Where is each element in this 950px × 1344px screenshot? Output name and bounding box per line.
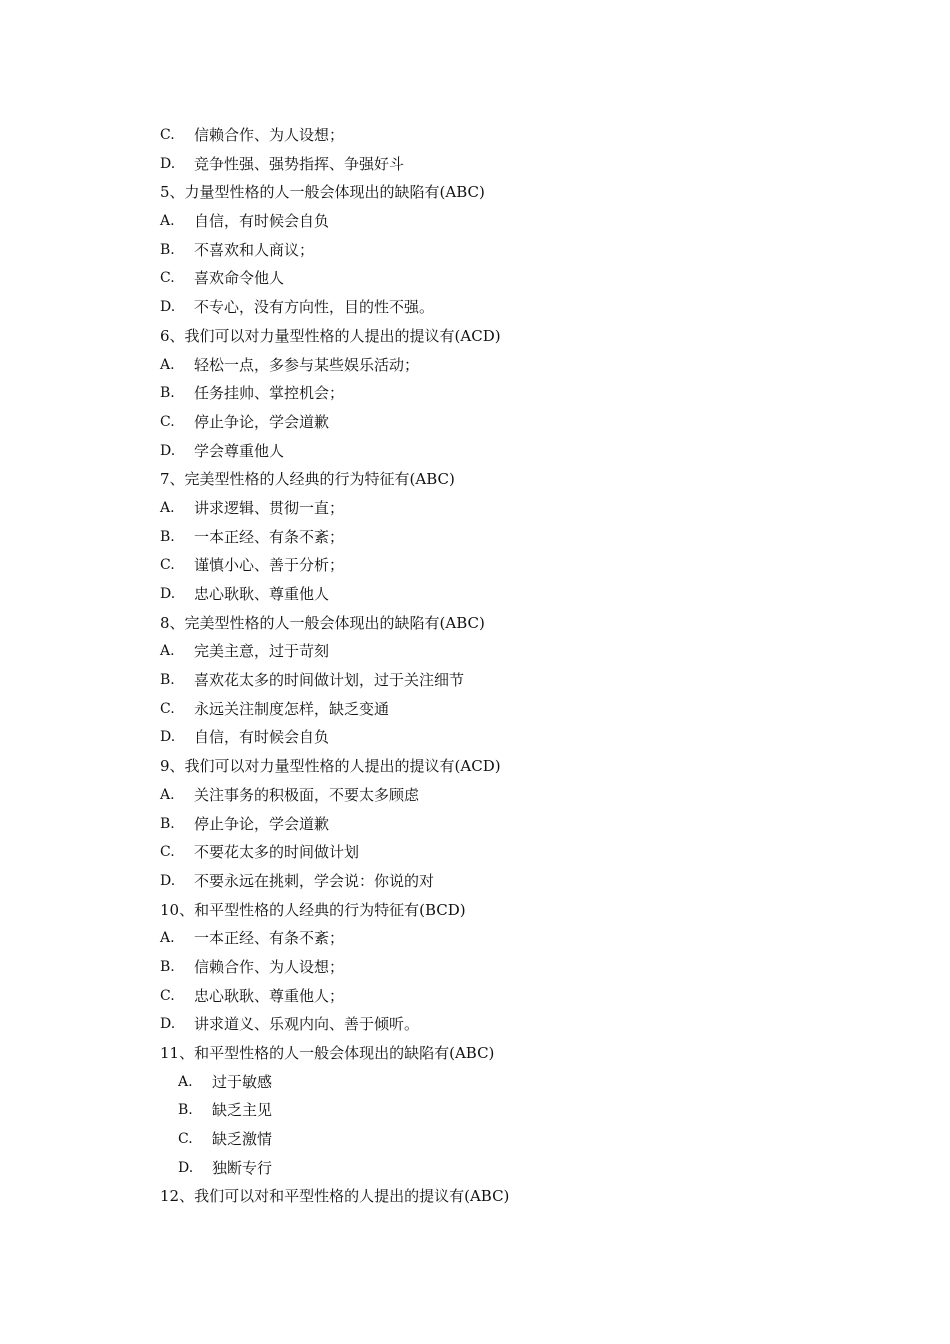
question-heading — [160, 609, 880, 638]
answer-option — [160, 781, 880, 810]
option-text: 停止争论，学会道歉 — [194, 814, 330, 833]
question-heading — [160, 322, 880, 351]
answer-option — [160, 264, 880, 293]
option-text: 不要花太多的时间做计划 — [194, 843, 360, 862]
answer-option — [160, 810, 880, 839]
answer-option — [160, 924, 880, 953]
option-text: 停止争论，学会道歉 — [194, 412, 330, 431]
option-text: 关注事务的积极面，不要太多顾虑 — [194, 785, 420, 804]
question-text: 6、我们可以对力量型性格的人提出的提议有(ACD) — [160, 326, 501, 345]
option-letter: C. — [178, 1131, 193, 1148]
option-letter: A. — [178, 1073, 193, 1090]
option-letter: C. — [160, 127, 175, 143]
option-text: 一本正经、有条不紊； — [194, 929, 345, 948]
option-letter: B. — [160, 241, 175, 258]
option-letter: C. — [160, 844, 175, 861]
option-letter: D. — [160, 155, 176, 172]
option-text: 缺乏激情 — [212, 1130, 273, 1149]
answer-option — [160, 523, 880, 552]
option-text: 不要永远在挑刺，学会说：你说的对 — [194, 871, 435, 890]
option-text: 自信，有时候会自负 — [194, 728, 330, 747]
option-text: 独断专行 — [212, 1158, 273, 1177]
question-heading — [160, 178, 880, 207]
option-text: 竞争性强、强势指挥、争强好斗 — [194, 154, 405, 173]
question-text: 8、完美型性格的人一般会体现出的缺陷有(ABC) — [160, 613, 485, 632]
answer-option — [160, 437, 880, 466]
option-letter: A. — [160, 499, 175, 516]
answer-option — [160, 838, 880, 867]
option-letter: A. — [160, 930, 175, 947]
answer-option — [160, 236, 880, 265]
question-text: 5、力量型性格的人一般会体现出的缺陷有(ABC) — [160, 183, 485, 202]
option-letter: D. — [160, 442, 176, 459]
option-letter: C. — [160, 557, 175, 574]
answer-option — [160, 666, 880, 695]
answer-option — [160, 150, 880, 179]
answer-option — [160, 551, 880, 580]
question-text: 9、我们可以对力量型性格的人提出的提议有(ACD) — [160, 757, 501, 776]
option-text: 喜欢花太多的时间做计划，过于关注细节 — [194, 671, 465, 690]
option-text: 信赖合作、为人设想； — [194, 126, 345, 144]
answer-option — [160, 1010, 880, 1039]
answer-option — [160, 408, 880, 437]
option-text: 任务挂帅、掌控机会； — [194, 384, 345, 403]
option-letter: D. — [160, 729, 176, 746]
question-text: 12、我们可以对和平型性格的人提出的提议有(ABC) — [160, 1187, 510, 1206]
option-letter: D. — [160, 1016, 176, 1033]
answer-option — [160, 953, 880, 982]
option-text: 不喜欢和人商议； — [194, 240, 315, 259]
option-text: 谨慎小心、善于分析； — [194, 556, 345, 575]
answer-option — [160, 207, 880, 236]
answer-option — [160, 580, 880, 609]
option-text: 忠心耿耿、尊重他人； — [194, 986, 345, 1005]
answer-option — [160, 867, 880, 896]
option-letter: D. — [178, 1159, 194, 1176]
option-text: 讲求道义、乐观内向、善于倾听。 — [194, 1015, 420, 1034]
option-text: 永远关注制度怎样，缺乏变通 — [194, 699, 390, 718]
option-text: 完美主意，过于苛刻 — [194, 642, 330, 661]
answer-option — [160, 1154, 880, 1183]
answer-option — [160, 379, 880, 408]
answer-option — [160, 637, 880, 666]
option-letter: B. — [160, 385, 175, 402]
answer-option — [160, 695, 880, 724]
option-letter: D. — [160, 872, 176, 889]
option-text: 轻松一点，多参与某些娱乐活动； — [194, 355, 420, 374]
option-letter: B. — [160, 528, 175, 545]
answer-option — [160, 1096, 880, 1125]
answer-option — [160, 121, 880, 150]
question-text: 10、和平型性格的人经典的行为特征有(BCD) — [160, 900, 466, 919]
option-letter: B. — [178, 1102, 193, 1119]
option-letter: A. — [160, 643, 175, 660]
answer-option — [160, 293, 880, 322]
option-text: 喜欢命令他人 — [194, 269, 285, 288]
question-heading — [160, 1182, 880, 1211]
option-letter: B. — [160, 958, 175, 975]
option-letter: C. — [160, 270, 175, 287]
option-letter: B. — [160, 672, 175, 689]
question-text: 7、完美型性格的人经典的行为特征有(ABC) — [160, 470, 455, 489]
question-heading — [160, 752, 880, 781]
option-letter: D. — [160, 586, 176, 602]
option-text: 讲求逻辑、贯彻一直； — [194, 498, 345, 517]
option-text: 自信，有时候会自负 — [194, 212, 330, 231]
option-text: 过于敏感 — [212, 1072, 273, 1091]
question-text: 11、和平型性格的人一般会体现出的缺陷有(ABC) — [160, 1044, 495, 1062]
option-text: 信赖合作、为人设想； — [194, 957, 345, 976]
question-list — [160, 121, 880, 1211]
answer-option — [160, 1068, 880, 1097]
answer-option — [160, 982, 880, 1011]
question-heading — [160, 465, 880, 494]
option-text: 学会尊重他人 — [194, 441, 285, 460]
option-text: 一本正经、有条不紊； — [194, 527, 345, 546]
option-text: 缺乏主见 — [212, 1101, 273, 1120]
answer-option — [160, 351, 880, 380]
answer-option — [160, 1125, 880, 1154]
option-letter: C. — [160, 700, 175, 717]
question-heading — [160, 1039, 880, 1068]
option-text: 不专心，没有方向性，目的性不强。 — [194, 298, 435, 317]
option-letter: C. — [160, 987, 175, 1004]
option-letter: A. — [160, 356, 175, 373]
question-heading — [160, 896, 880, 925]
option-letter: B. — [160, 815, 175, 832]
answer-option — [160, 723, 880, 752]
option-letter: A. — [160, 786, 175, 803]
option-letter: D. — [160, 299, 176, 316]
option-text: 忠心耿耿、尊重他人 — [194, 585, 330, 603]
option-letter: C. — [160, 413, 175, 430]
answer-option — [160, 494, 880, 523]
option-letter: A. — [160, 213, 175, 230]
